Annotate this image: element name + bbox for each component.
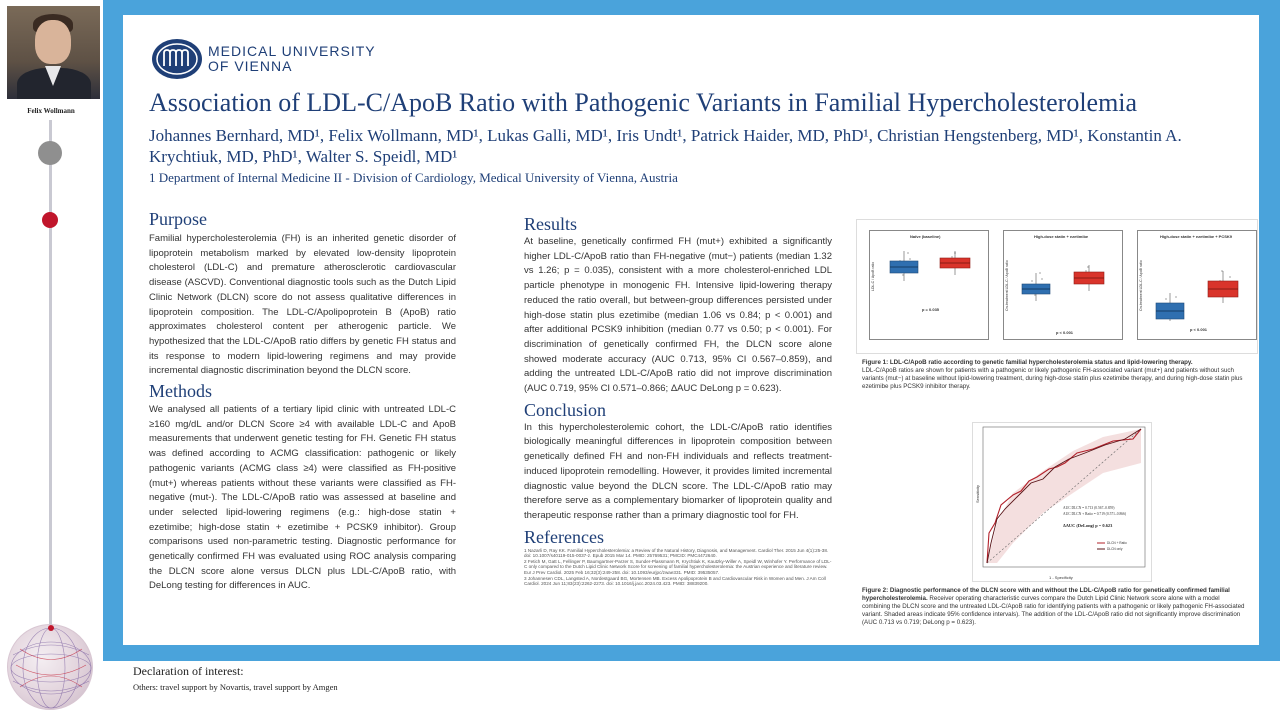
affiliation: 1 Department of Internal Medicine II - Division of Cardiology, Medical University of Vienna, Austria <box>149 170 678 185</box>
legend-item: DLCN + Ratio <box>1107 541 1127 545</box>
reference-item: 2 Fetich M, Gatt L, Fellinger P, Baumgartner-Parzer S, Sunder-Plassmann R, Krychtiuk K, Kautzky-Willer A, Speidl W, Winhofer Y. Performance of LDL-C only compared to the Dutch Lipid Clinic Network Score for screening of familial hypercholesterolemia: the Austrian experience and literature review. Eur J Prev Cardiol. 2025 Feb 16;32(3):249-258. doi: 10.1093/eurjpc/zwae331. PMID: 39535057. <box>524 558 832 576</box>
figure-2-caption <box>862 587 1248 627</box>
x-axis-label: 1 - Specificity <box>1049 575 1073 580</box>
presenter-name: Felix Wollmann <box>27 107 75 115</box>
boxplot-panel-statin-ezetimibe <box>1003 230 1123 340</box>
y-axis-label: LDL-C / ApoB ratio <box>871 261 875 291</box>
logo-line-2: OF VIENNA <box>208 58 293 74</box>
reference-list <box>524 548 832 587</box>
sidebar <box>0 0 102 720</box>
navigation-dot-previous[interactable] <box>38 141 62 165</box>
methods-text: We analysed all patients of a tertiary lipid clinic with untreated LDL-C ≥160 mg/dL and/or DLCN Score ≥4 with available LDL-C and ApoB measurements that underwent genetic testing for FH. Genetic FH status was defined according to ACMG classification: pathogenic or likely pathogenic variants (ACMG class ≥4) were classified as FH-positive (mut+) whereas patients without these variants were classified as FH-negative (mut-). The LDL-C/ApoB ratio was assessed at baseline and under selected lipid-lowering regimens (e.g.: high-dose statin + ezetimibe; high-dose statin + ezetimibe + PCSK9 inhibitor). Group comparisons used non-parametric testing. Diagnostic performance for genetically confirmed FH was evaluated using ROC analysis comparing the DLCN score alone versus DLCN plus LDL-C/ApoB ratio, with DeLong testing for differences in AUC. <box>149 404 456 592</box>
reference-item: 3 Johannesen CDL, Langsted A, Nordestgaard BG, Mortensen MB. Excess Apolipoprotein B and Cardiovascular Risk in Women and Men. J Am Coll Cardiol. 2024 Jun 11;83(23):2262-2273. doi: 10.1016/j.jacc.2024.03.423. PMID: 38839200. <box>524 575 826 587</box>
pvalue-label: p < 0.001 <box>1190 327 1208 332</box>
conclusion-text: In this hypercholesterolemic cohort, the LDL-C/ApoB ratio identifies biologically meaningful differences in lipoprotein composition between genetically defined FH and non-FH individuals and reflects treatment-induced lipoprotein remodelling. However, it provides limited incremental diagnostic value beyond the DLCN score. The LDL-C/ApoB ratio may therefore serve as a complementary biomarker of lipoprotein quality and therapeutic response rather than a primary diagnostic tool for FH. <box>524 421 832 521</box>
declaration-footer <box>133 664 338 692</box>
y-axis-label: On-treatment LDL-C / ApoB ratio <box>1139 260 1143 311</box>
university-logo <box>152 39 376 79</box>
y-axis-label: On-treatment LDL-C / ApoB ratio <box>1005 260 1009 311</box>
boxplot-panel-baseline <box>869 230 989 340</box>
middle-column <box>524 214 832 587</box>
figure-2-caption-text: Receiver operating characteristic curves compare the Dutch Lipid Clinic Network score alone with a model combining the DLCN score and the untreated LDL-C/ApoB ratio for identifying patients with a pathogenic or likely pathogenic FH-associated variant. Shaded areas indicate 95% confidence intervals). The addition of the LDL-C/ApoB ratio did not significantly improve discrimination (AUC 0.713 vs 0.719; DeLong p = 0.623). <box>862 594 1245 626</box>
boxplot-panel-statin-ezetimibe-pcsk9 <box>1137 230 1257 340</box>
figure-1-boxplots <box>856 219 1258 354</box>
purpose-heading: Purpose <box>149 209 207 229</box>
left-column <box>149 209 456 594</box>
auc-dlcn-label: AUC DLCN = 0.713 (0.567–0.859) <box>1063 506 1115 510</box>
declaration-text: Others: travel support by Novartis, travel support by Amgen <box>133 682 338 692</box>
references-heading: References <box>524 526 604 547</box>
methods-heading: Methods <box>149 381 212 402</box>
navigation-track <box>49 120 52 630</box>
panel-title: Naïve (baseline) <box>910 234 941 239</box>
navigation-dot-current[interactable] <box>42 212 58 228</box>
logo-line-1: MEDICAL UNIVERSITY <box>208 43 376 59</box>
declaration-title: Declaration of interest: <box>133 664 244 678</box>
globe-logo-icon <box>7 624 93 710</box>
poster-title: Association of LDL-C/ApoB Ratio with Pathogenic Variants in Familial Hypercholesterolemia <box>149 88 1138 117</box>
results-text: At baseline, genetically confirmed FH (mut+) exhibited a significantly higher LDL-C/ApoB ratio than FH-negative (mut−) patients (median 1.32 vs 1.26; p = 0.035), consistent with a more cholesterol-enriched LDL particle phenotype in monogenic FH. Intensive lipid-lowering therapy reduced the ratio overall, but between-group differences persisted under high-dose statin plus ezetimibe (median 1.06 vs 0.84; p < 0.001) and after additional PCSK9 inhibition (median 0.77 vs 0.50; p < 0.001). For discrimination of genetically confirmed FH, the DLCN score alone showed moderate accuracy (AUC 0.713, 95% CI 0.567–0.859), and adding the untreated LDL-C/ApoB ratio did not improve discrimination (AUC 0.719, 95% CI 0.571–0.866; ΔAUC DeLong p = 0.623). <box>524 236 832 395</box>
figure-1-caption-text: LDL-C/ApoB ratios are shown for patients with a pathogenic or likely pathogenic FH-associated variant (mut+) and patients without such variants (mut−) at baseline without lipid-lowering treatment, during high-dose statin plus ezetimibe therapy, and during high-dose statin plus ezetimibe plus PCSK9 inhibitor therapy. <box>862 366 1243 390</box>
university-seal-icon <box>152 39 202 79</box>
delong-label: ΔAUC (DeLong) p = 0.623 <box>1063 523 1113 528</box>
presenter-photo[interactable] <box>7 6 100 99</box>
pvalue-label: p = 0.035 <box>922 307 940 312</box>
figure-2-roc-curve <box>972 422 1152 582</box>
purpose-text: Familial hypercholesterolemia (FH) is an inherited genetic disorder of lipoprotein metabolism marked by elevated low-density lipoprotein cholesterol (LDL-C) and premature atherosclerotic cardiovascular disease (ASCVD). Conventional diagnostic tools such as the Dutch Lipid Clinic Network (DLCN) score do not assess qualitative differences in lipoprotein composition. The LDL-C/Apolipoprotein B (ApoB) ratio approximates cholesterol content per atherogenic particle. We hypothesized that the LDL-C/ApoB ratio differs by genetic FH status and its response to modern lipid-lowering regimens and may provide incremental diagnostic discrimination beyond the DLCN score. <box>149 233 456 377</box>
legend-item: DLCN only <box>1107 547 1123 551</box>
panel-title: High-dose statin + ezetimibe + PCSK9 <box>1160 234 1233 239</box>
reference-item: 1 Nazarli D, Ray KK. Familial Hypercholesterolemia: a Review of the Natural History, Diagnosis, and Management. Cardiol Ther. 2015 Jun 4(1):25-38. doi: 10.1007/s40119-015-0037-z. Epub 2015 Mar 14. PMID: 25769531; PMCID: PMC4472640. <box>524 547 829 559</box>
author-list: Johannes Bernhard, MD¹, Felix Wollmann, MD¹, Lukas Galli, MD¹, Iris Undt¹, Patrick Haider, MD, PhD¹, Christian Hengstenberg, MD¹, Konstantin A. Krychtiuk, MD, PhD¹, Walter S. Speidl, MD¹ <box>149 126 1182 166</box>
panel-title: High-dose statin + ezetimibe <box>1034 234 1089 239</box>
figure-1-caption <box>862 359 1248 391</box>
figure-1-caption-title: Figure 1: LDL-C/ApoB ratio according to genetic familial hypercholesterolemia status and lipid-lowering therapy. <box>862 359 1193 366</box>
figure-2-caption-title: Figure 2: Diagnostic performance of the DLCN score with and without the LDL-C/ApoB ratio for genetically confirmed familial hypercholesterolemia. <box>862 587 1230 602</box>
pvalue-label: p < 0.001 <box>1056 330 1074 335</box>
y-axis-label: Sensitivity <box>975 484 980 503</box>
conclusion-heading: Conclusion <box>524 399 607 420</box>
results-heading: Results <box>524 214 578 234</box>
auc-combined-label: AUC DLCN + Ratio = 0.719 (0.571–0.866) <box>1063 512 1127 516</box>
